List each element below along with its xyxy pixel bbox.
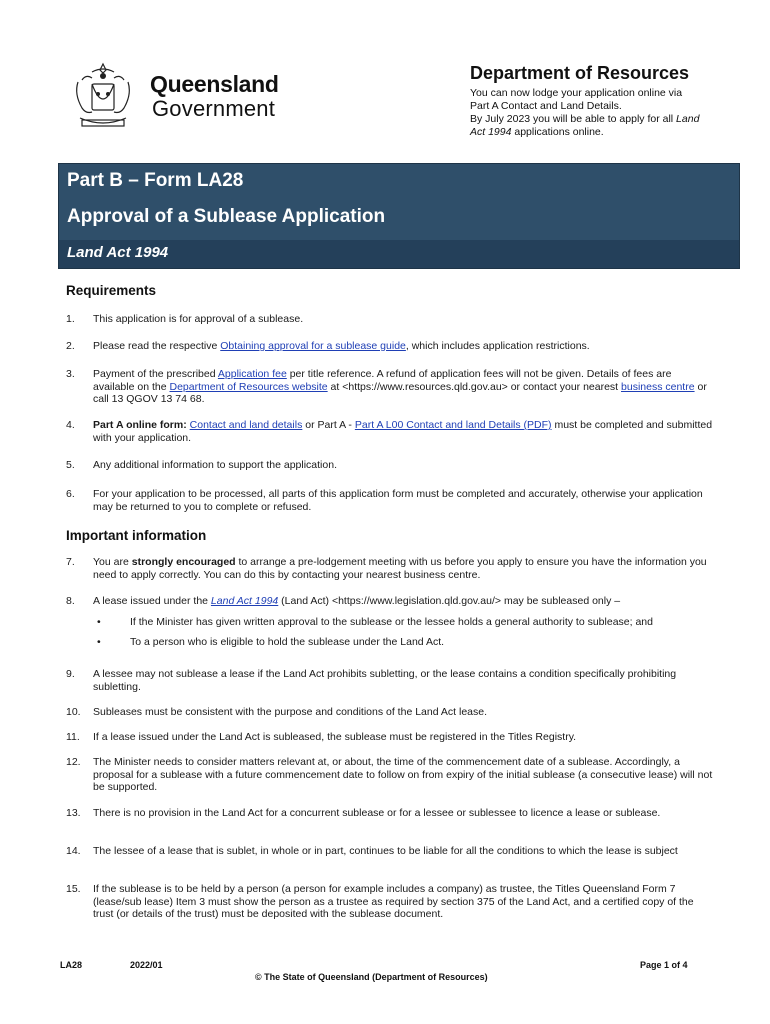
notice-line: You can now lodge your application online via <box>470 87 683 99</box>
item-number: 4. <box>66 419 75 431</box>
item-number: 5. <box>66 459 75 471</box>
part-a-pdf-link[interactable]: Part A L00 Contact and land Details (PDF) <box>354 419 552 431</box>
item-number: 14. <box>66 845 81 857</box>
form-title-banner <box>58 163 740 269</box>
item-text: This application is for approval of a sublease. <box>93 313 304 325</box>
item-number: 3. <box>66 368 75 380</box>
requirements-heading: Requirements <box>66 283 157 298</box>
contact-land-details-link[interactable]: Contact and land details <box>189 419 303 431</box>
item-text: The Minister needs to consider matters relevant at, or about, the time of the commencement date of a sublease. Accordingly, a proposal for a sublease with a future commencement date to follow on from expiry of the initial sublease (a consecutive lease) will not be supported. <box>93 756 713 793</box>
footer-version: 2022/01 <box>130 960 163 970</box>
department-website-link[interactable]: Department of Resources website <box>169 380 328 393</box>
department-title: Department of Resources <box>470 63 690 83</box>
land-act-link[interactable]: Land Act 1994 <box>210 595 279 607</box>
notice-line: By July 2023 you will be able to apply for all Land <box>470 113 700 125</box>
form-title: Approval of a Sublease Application <box>67 206 386 227</box>
item-number: 2. <box>66 340 75 352</box>
item-number: 10. <box>66 706 81 718</box>
sublease-guide-link[interactable]: Obtaining approval for a sublease guide <box>220 340 406 352</box>
notice-line: Part A Contact and Land Details. <box>470 100 622 112</box>
legislation-name: Land Act 1994 <box>67 244 169 261</box>
item-text: If a lease issued under the Land Act is subleased, the sublease must be registered in the Titles Registry. <box>93 731 577 743</box>
item-number: 13. <box>66 807 81 819</box>
item-number: 15. <box>66 883 81 895</box>
notice-line: Act 1994 applications online. <box>470 126 604 138</box>
item-text: If the sublease is to be held by a person (a person for example includes a company) as trustee, the Titles Queensland Form 7 (lease/sub lease) Item 3 must show the person as a trustee as required by section 375 of the Land Act, and a certified copy of the trust (or details of the trust) must be deposited with the sublease document. <box>93 883 694 920</box>
application-fee-link[interactable]: Application fee <box>217 368 287 380</box>
department-notice <box>470 87 730 139</box>
item-text: Payment of the prescribed Application fee per title reference. A refund of application fees will not be given. Details of fees are available on the Department of Resources website at <https://www.resources.qld.gov.au> or contact your nearest business centre or call 13 QGOV 13 74 68. <box>93 368 707 405</box>
business-centre-link[interactable]: business centre <box>621 380 695 393</box>
item-number: 12. <box>66 756 81 768</box>
logo-name-line1: Queensland <box>150 71 279 97</box>
banner-act-strip <box>59 240 739 268</box>
item-number: 9. <box>66 668 75 680</box>
footer-copyright: © The State of Queensland (Department of Resources) <box>255 972 488 982</box>
item-text: Subleases must be consistent with the purpose and conditions of the Land Act lease. <box>93 706 488 718</box>
item-text: Please read the respective Obtaining approval for a sublease guide, which includes application restrictions. <box>93 340 590 352</box>
queensland-coat-of-arms-icon <box>70 60 136 132</box>
form-part-title: Part B – Form LA28 <box>67 170 244 191</box>
item-text: There is no provision in the Land Act for a concurrent sublease or for a lessee or sublessee to licence a lease or sublease. <box>93 807 661 819</box>
department-block <box>470 62 730 139</box>
item-text: A lease issued under the Land Act 1994 (Land Act) <https://www.legislation.qld.gov.au/> may be subleased only – <box>93 595 621 607</box>
bullet-icon: • <box>97 616 101 628</box>
footer-page-number: Page 1 of 4 <box>640 960 688 970</box>
bullet-icon: • <box>97 636 101 648</box>
item-number: 7. <box>66 556 75 568</box>
item-text: For your application to be processed, all parts of this application form must be completed and accurately, otherwise your application may be returned to you to complete or refused. <box>93 488 703 513</box>
queensland-government-logo <box>70 60 300 136</box>
bullet-text: To a person who is eligible to hold the sublease under the Land Act. <box>130 636 445 648</box>
item-text: Part A online form: Contact and land details or Part A - Part A L00 Contact and land Details (PDF) must be completed and submitted with your application. <box>93 419 713 444</box>
item-text: Any additional information to support the application. <box>93 459 337 471</box>
item-number: 8. <box>66 595 75 607</box>
item-text: The lessee of a lease that is sublet, in whole or in part, continues to be liable for all the conditions to which the lease is subject <box>93 845 678 857</box>
item-text: A lessee may not sublease a lease if the Land Act prohibits subletting, or the lease contains a condition specifically prohibiting subletting. <box>93 668 677 693</box>
item-number: 1. <box>66 313 75 325</box>
bullet-text: If the Minister has given written approval to the sublease or the lessee holds a general authority to sublease; and <box>130 616 653 628</box>
footer-form-code: LA28 <box>60 960 83 970</box>
item-text: You are strongly encouraged to arrange a pre-lodgement meeting with us before you apply to ensure you have the information you need to apply correctly. You can do this by contacting your nearest business centre. <box>93 556 707 581</box>
logo-name-line2: Government <box>152 96 276 121</box>
item-number: 6. <box>66 488 75 500</box>
important-info-heading: Important information <box>66 528 207 543</box>
item-number: 11. <box>66 731 80 743</box>
